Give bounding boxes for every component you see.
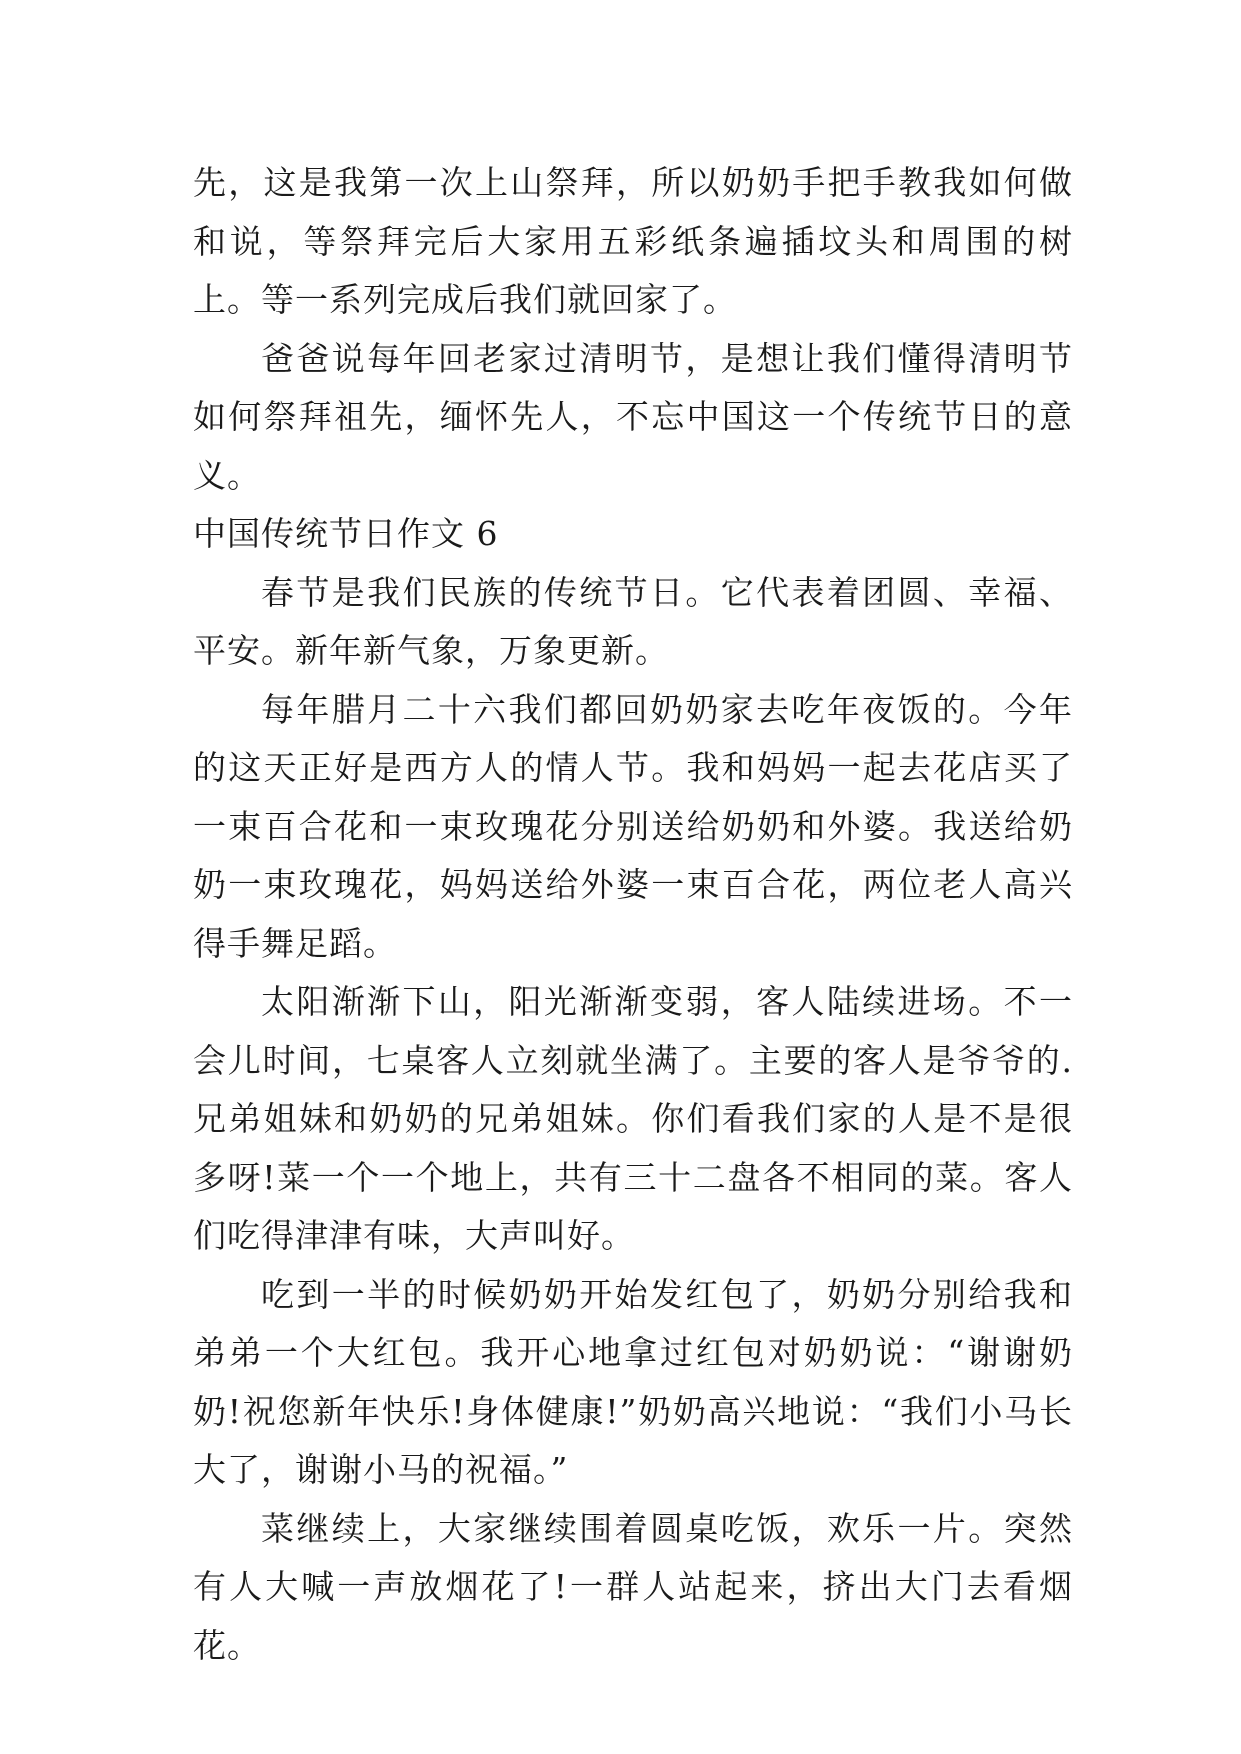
paragraph-1: 先，这是我第一次上山祭拜，所以奶奶手把手教我如何做和说，等祭拜完后大家用五彩纸条遍插坟头和周围的树上。等一系列完成后我们就回家了。 <box>193 163 1073 319</box>
paragraph-3: 春节是我们民族的传统节日。它代表着团圆、幸福、平安。新年新气象，万象更新。 <box>193 572 1073 670</box>
essay-heading: 中国传统节日作文 6 <box>193 514 499 553</box>
paragraph-7: 菜继续上，大家继续围着圆桌吃饭，欢乐一片。突然有人大喊一声放烟花了!一群人站起来，挤出大门去看烟花。 <box>193 1508 1073 1665</box>
paragraph-4: 每年腊月二十六我们都回奶奶家去吃年夜饭的。今年的这天正好是西方人的情人节。我和妈妈一起去花店买了一束百合花和一束玫瑰花分别送给奶奶和外婆。我送给奶奶一束玫瑰花，妈妈送给外婆一束百合花，两位老人高兴得手舞足蹈。 <box>193 689 1073 963</box>
paragraph-6: 吃到一半的时候奶奶开始发红包了，奶奶分别给我和弟弟一个大红包。我开心地拿过红包对奶奶说：“谢谢奶奶!祝您新年快乐!身体健康!”奶奶高兴地说：“我们小马长大了，谢谢小马的祝福。” <box>193 1274 1073 1489</box>
paragraph-5: 太阳渐渐下山，阳光渐渐变弱，客人陆续进场。不一会儿时间，七桌客人立刻就坐满了。主要的客人是爷爷的.兄弟姐妹和奶奶的兄弟姐妹。你们看我们家的人是不是很多呀!菜一个一个地上，共有三十二盘各不相同的菜。客人们吃得津津有味，大声叫好。 <box>193 982 1073 1255</box>
paragraph-2: 爸爸说每年回老家过清明节，是想让我们懂得清明节如何祭拜祖先，缅怀先人，不忘中国这一个传统节日的意义。 <box>193 338 1073 495</box>
document-body <box>193 154 1073 1675</box>
